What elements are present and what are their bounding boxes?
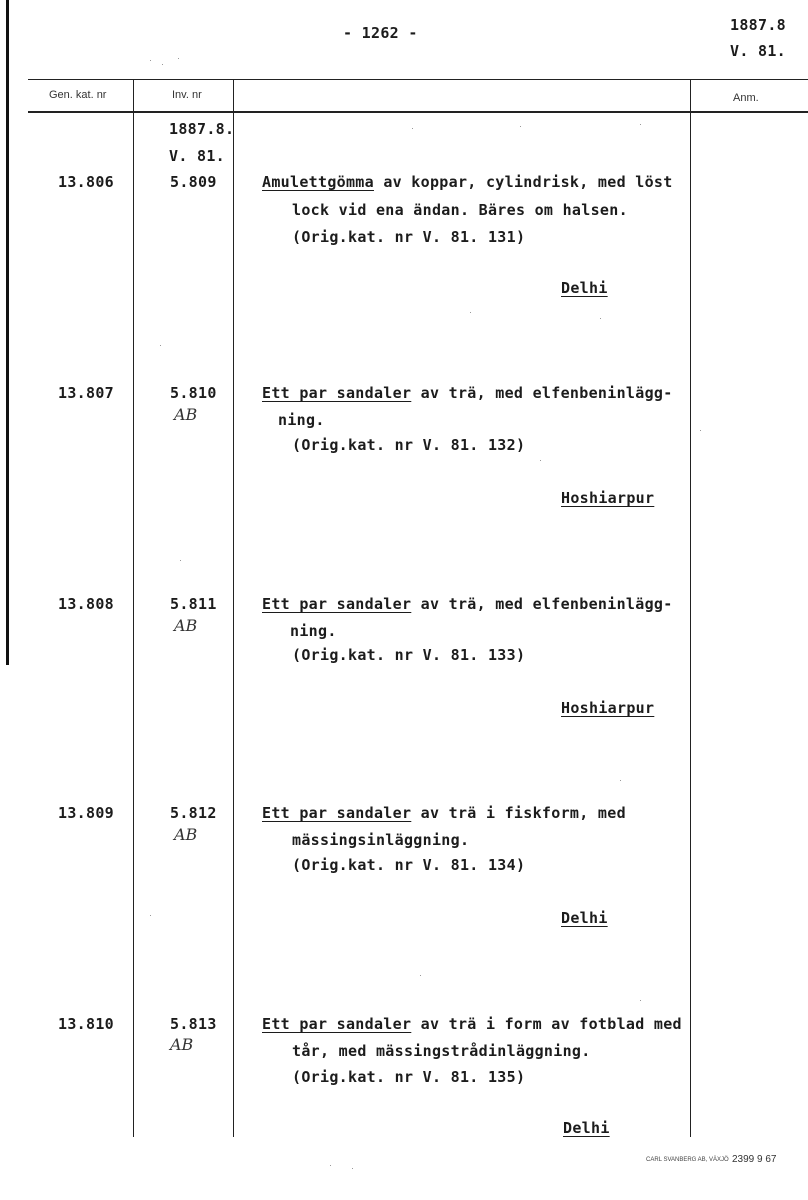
entry-title: Ett par sandaler: [262, 595, 412, 613]
place-of-origin: Delhi: [561, 279, 608, 297]
column-header-anm: Anm.: [733, 92, 759, 104]
inv-number: 5.812: [170, 804, 217, 822]
entry-second-line: ning.: [278, 411, 325, 429]
original-catalogue-number: (Orig.kat. nr V. 81. 133): [292, 646, 526, 664]
handwritten-initials: AB: [174, 825, 198, 844]
gen-kat-number: 13.806: [58, 173, 114, 191]
page-edge-bar: [6, 0, 9, 665]
entry-description: av trä, med elfenbeninlägg-: [411, 384, 673, 402]
column-divider-gen: [133, 79, 134, 1137]
catalogue-reference-year: 1887.8: [730, 16, 786, 34]
entry-title: Ett par sandaler: [262, 384, 412, 402]
entry-second-line: tår, med mässingstrådinläggning.: [292, 1042, 591, 1060]
place-of-origin: Delhi: [561, 909, 608, 927]
header-bottom-rule: [28, 111, 808, 113]
entry-second-line: lock vid ena ändan. Bäres om halsen.: [292, 201, 628, 219]
block-reference-code: V. 81.: [169, 147, 225, 165]
gen-kat-number: 13.810: [58, 1015, 114, 1033]
place-of-origin: Delhi: [563, 1119, 610, 1137]
handwritten-initials: AB: [170, 1035, 194, 1054]
entry-description: av trä, med elfenbeninlägg-: [411, 595, 673, 613]
column-header-inv: Inv. nr: [172, 89, 202, 101]
original-catalogue-number: (Orig.kat. nr V. 81. 131): [292, 228, 526, 246]
gen-kat-number: 13.808: [58, 595, 114, 613]
catalogue-reference-code: V. 81.: [730, 42, 786, 60]
printer-imprint: CARL SVANBERG AB, VÄXJÖ: [646, 1157, 729, 1163]
entry-second-line: ning.: [290, 622, 337, 640]
inv-number: 5.809: [170, 173, 217, 191]
original-catalogue-number: (Orig.kat. nr V. 81. 135): [292, 1068, 526, 1086]
block-reference-year: 1887.8.: [169, 120, 235, 138]
entry-description: av koppar, cylindrisk, med löst: [373, 173, 673, 191]
entry-title: Amulettgömma: [262, 173, 374, 191]
entry-title: Ett par sandaler: [262, 1015, 412, 1033]
column-divider-anm: [690, 79, 691, 1137]
entry-second-line: mässingsinläggning.: [292, 831, 470, 849]
inv-number: 5.810: [170, 384, 217, 402]
original-catalogue-number: (Orig.kat. nr V. 81. 134): [292, 856, 526, 874]
entry-description: av trä i form av fotblad med: [411, 1015, 682, 1033]
gen-kat-number: 13.807: [58, 384, 114, 402]
handwritten-initials: AB: [174, 616, 198, 635]
page-number: - 1262 -: [343, 24, 418, 42]
entry-description: av trä i fiskform, med: [411, 804, 626, 822]
entry-first-line: [262, 384, 673, 402]
inv-number: 5.813: [170, 1015, 217, 1033]
entry-title: Ett par sandaler: [262, 804, 412, 822]
place-of-origin: Hoshiarpur: [561, 489, 655, 507]
header-top-rule: [28, 79, 808, 80]
inv-number: 5.811: [170, 595, 217, 613]
entry-first-line: [262, 1015, 682, 1033]
column-divider-inv: [233, 79, 234, 1137]
column-header-gen-kat: Gen. kat. nr: [49, 89, 107, 101]
original-catalogue-number: (Orig.kat. nr V. 81. 132): [292, 436, 526, 454]
entry-first-line: [262, 804, 626, 822]
place-of-origin: Hoshiarpur: [561, 699, 655, 717]
entry-first-line: [262, 595, 673, 613]
form-code: 2399 9 67: [732, 1154, 777, 1165]
gen-kat-number: 13.809: [58, 804, 114, 822]
entry-first-line: [262, 173, 673, 191]
handwritten-initials: AB: [174, 405, 198, 424]
